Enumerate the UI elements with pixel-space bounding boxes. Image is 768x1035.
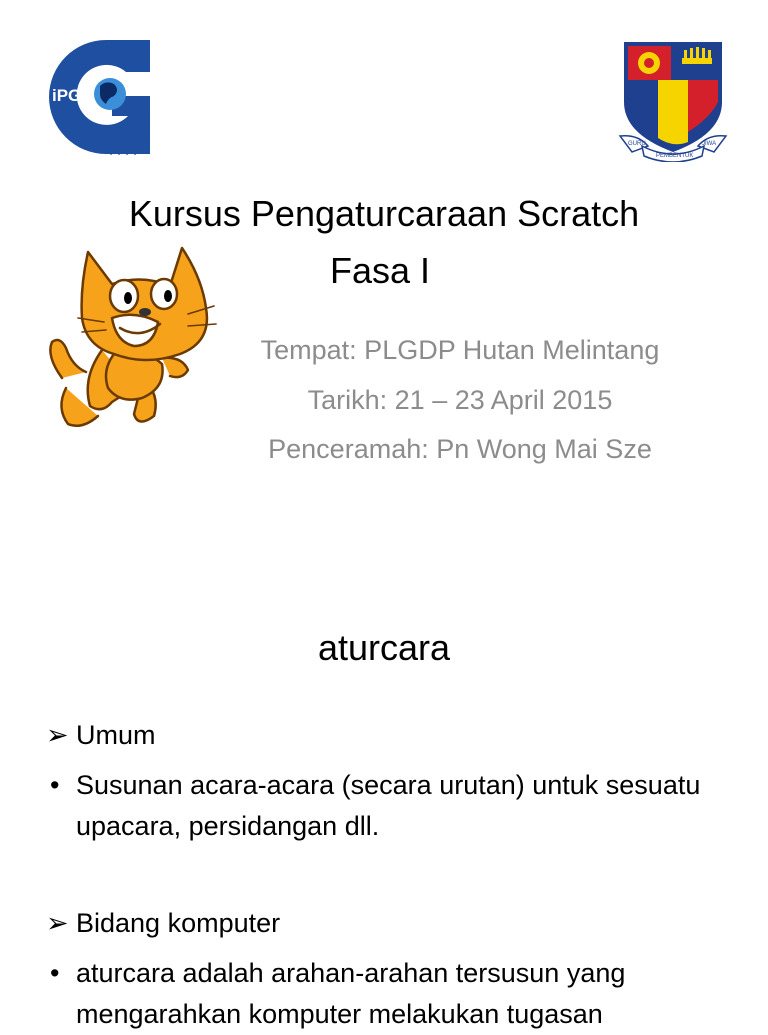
content-slide [0, 560, 768, 1029]
crest-logo [618, 38, 728, 162]
detail-speaker: Penceramah: Pn Wong Mai Sze [268, 434, 652, 464]
crest-ribbon-right: JIWA [702, 141, 717, 147]
arrow-bullet-icon: ➢ [46, 908, 69, 938]
list-item [46, 903, 726, 944]
crest-ribbon-left: GURU [628, 141, 646, 147]
list-item-text: Susunan acara-acara (secara urutan) untuk sesuatu upacara, persidangan dll. [76, 770, 701, 841]
dot-bullet-icon: • [50, 958, 60, 988]
detail-venue: Tempat: PLGDP Hutan Melintang [260, 335, 660, 365]
list-item-text: Umum [76, 720, 156, 750]
slide-title-line-1: Kursus Pengaturcaraan Scratch [128, 193, 640, 234]
slide-title-line-2: Fasa I [330, 250, 431, 291]
crest-ribbon-bottom: PEMBENTUK [656, 153, 694, 159]
list-item [46, 765, 726, 847]
list-item-text: aturcara adalah arahan-arahan tersusun yang mengarahkan komputer melakukan tugasan [76, 958, 626, 1029]
dot-bullet-icon: • [50, 770, 60, 800]
detail-date: Tarikh: 21 – 23 April 2015 [307, 385, 613, 415]
list-item [46, 953, 726, 1035]
arrow-bullet-icon: ➢ [46, 720, 69, 750]
list-item [46, 715, 726, 756]
scratch-cat-image [42, 238, 222, 434]
ipg-logo-text: iPG [52, 86, 82, 105]
list-item-text: Bidang komputer [76, 908, 281, 938]
ipg-logo [48, 38, 152, 156]
slide-heading: aturcara [317, 627, 451, 668]
